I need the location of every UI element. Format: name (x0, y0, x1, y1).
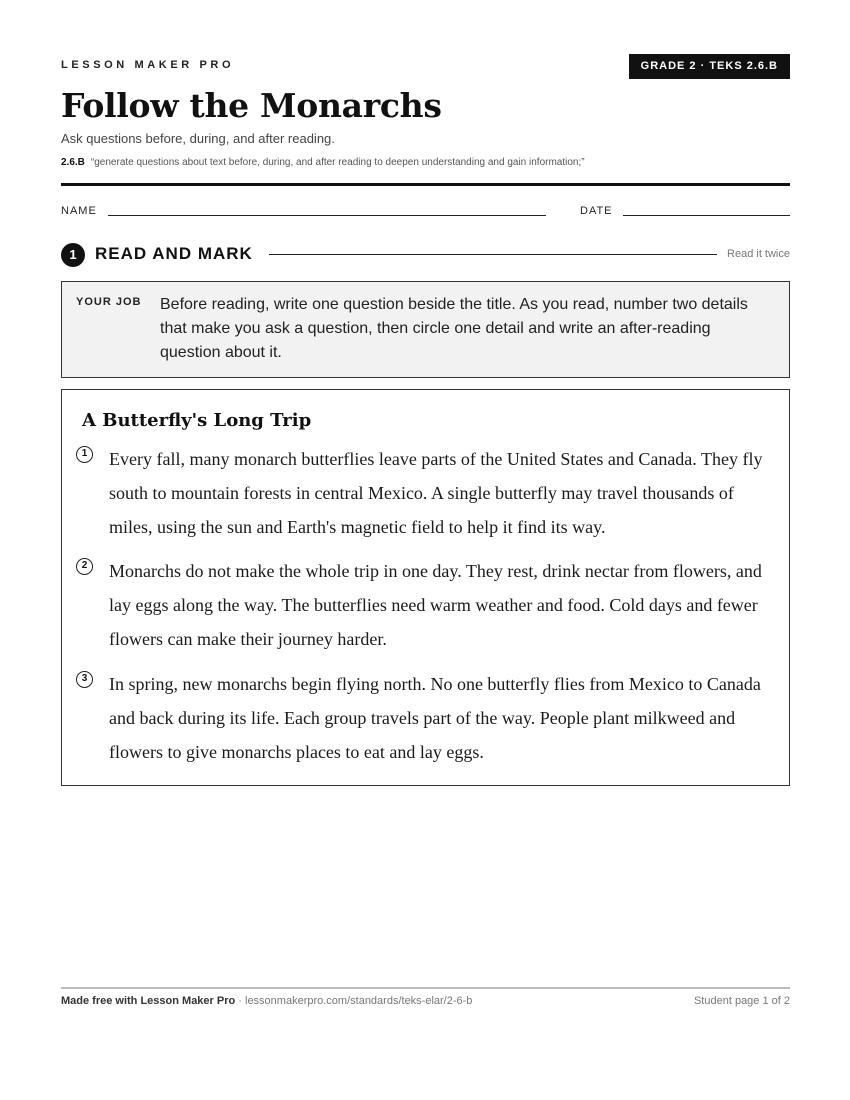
passage-paragraph: Every fall, many monarch butterflies leave parts of the United States and Canada. They fly south to mountain forests in central Mexico. A single butterfly may travel thousands of miles, using the sun and Earth's magnetic field to help it find its way. (109, 449, 763, 537)
page-title: Follow the Monarchs (61, 86, 442, 125)
grade-badge: GRADE 2 · TEKS 2.6.B (629, 54, 790, 79)
footer-divider (61, 987, 790, 989)
paragraph-number-badge: 3 (76, 671, 93, 688)
page-subtitle: Ask questions before, during, and after reading. (61, 131, 335, 146)
header-divider (61, 183, 790, 186)
instructions-label: YOUR JOB (76, 296, 142, 308)
date-label: DATE (580, 205, 613, 217)
section-note: Read it twice (727, 248, 790, 260)
paragraph-number-badge: 2 (76, 558, 93, 575)
brand-name: LESSON MAKER PRO (61, 59, 235, 71)
page-indicator: Student page 1 of 2 (693, 995, 790, 1007)
standard-code: 2.6.B (61, 157, 85, 168)
instructions-box (61, 281, 790, 378)
section-number-badge: 1 (61, 243, 85, 267)
passage-paragraph: In spring, new monarchs begin flying north. No one butterfly flies from Mexico to Canada and back during its life. Each group travels part of the way. People plant milkweed and flowers to give monarchs places to eat and lay eggs. (109, 674, 761, 762)
name-label: NAME (61, 205, 97, 217)
reading-passage (61, 389, 790, 786)
date-write-line[interactable] (623, 215, 790, 216)
standard-text: “generate questions about text before, during, and after reading to deepen understanding and gain information;” (90, 157, 585, 168)
footer-url[interactable]: · lessonmakerpro.com/standards/teks-elar/2-6-b (235, 995, 473, 1007)
section-title: READ AND MARK (95, 244, 253, 263)
section-divider (269, 254, 717, 255)
passage-title: A Butterfly's Long Trip (82, 410, 312, 431)
worksheet-page (61, 0, 790, 1100)
footer-credit (61, 995, 472, 1007)
paragraph-number-badge: 1 (76, 446, 93, 463)
passage-paragraph: Monarchs do not make the whole trip in one day. They rest, drink nectar from flowers, and lay eggs along the way. The butterflies need warm weather and food. Cold days and fewer flowers can make their journey harder. (109, 561, 762, 649)
standard-description (61, 157, 585, 168)
instructions-text: Before reading, write one question beside the title. As you read, number two details that make you ask a question, then circle one detail and write an after-reading question about it. (160, 296, 748, 361)
footer-made-with: Made free with Lesson Maker Pro (61, 995, 236, 1007)
name-write-line[interactable] (108, 215, 546, 216)
